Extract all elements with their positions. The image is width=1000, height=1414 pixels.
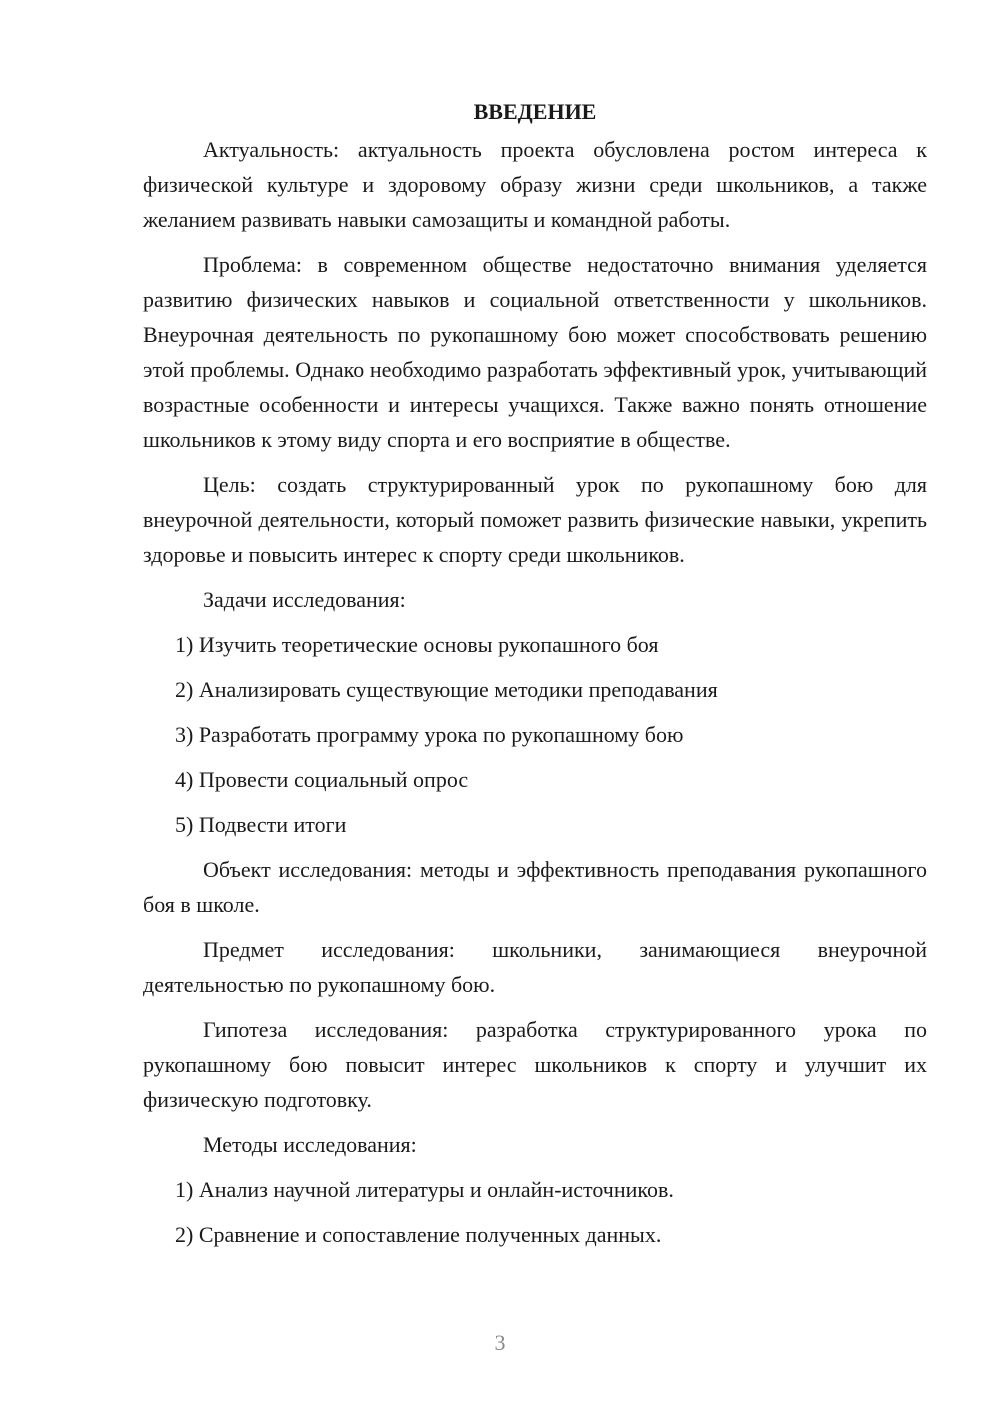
object-paragraph: Объект исследования: методы и эффективность преподавания рукопашного боя в школе.	[143, 857, 927, 917]
methods-list	[143, 1172, 927, 1252]
tasks-heading: Задачи исследования:	[203, 587, 406, 612]
hypothesis-paragraph: Гипотеза исследования: разработка структурированного урока по рукопашному бою повысит интерес школьников к спорту и улучшит их физическую подготовку.	[143, 1017, 927, 1112]
list-item: 2) Анализировать существующие методики преподавания	[175, 677, 718, 702]
methods-heading: Методы исследования:	[203, 1132, 417, 1157]
subject-paragraph: Предмет исследования: школьники, занимающиеся внеурочной деятельностью по рукопашному бою.	[143, 937, 927, 997]
page-number: 3	[494, 1330, 506, 1355]
document-page	[143, 96, 927, 1262]
page-title: ВВЕДЕНИЕ	[473, 99, 597, 124]
list-item: 5) Подвести итоги	[175, 812, 347, 837]
list-item: 3) Разработать программу урока по рукопашному бою	[175, 722, 684, 747]
tasks-list	[143, 627, 927, 842]
list-item: 2) Сравнение и сопоставление полученных данных.	[175, 1222, 662, 1247]
list-item: 1) Изучить теоретические основы рукопашного боя	[175, 632, 659, 657]
relevance-paragraph: Актуальность: актуальность проекта обусловлена ростом интереса к физической культуре и здоровому образу жизни среди школьников, а также желанием развивать навыки самозащиты и командной работы.	[143, 137, 927, 232]
goal-paragraph: Цель: создать структурированный урок по рукопашному бою для внеурочной деятельности, который поможет развить физические навыки, укрепить здоровье и повысить интерес к спорту среди школьников.	[143, 472, 927, 567]
list-item: 1) Анализ научной литературы и онлайн-источников.	[175, 1177, 674, 1202]
list-item: 4) Провести социальный опрос	[175, 767, 469, 792]
problem-paragraph: Проблема: в современном обществе недостаточно внимания уделяется развитию физических навыков и социальной ответственности у школьников. Внеурочная деятельность по рукопашному бою может способствовать решению этой проблемы. Однако необходимо разработать эффективный урок, учитывающий возрастные особенности и интересы учащихся. Также важно понять отношение школьников к этому виду спорта и его восприятие в обществе.	[143, 252, 927, 452]
